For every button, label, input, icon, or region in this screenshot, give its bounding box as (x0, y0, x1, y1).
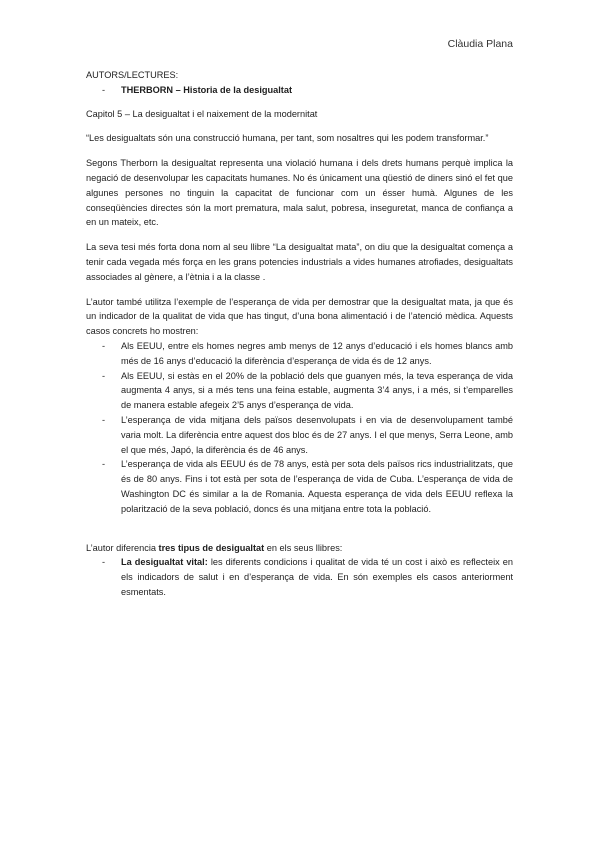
list-item (86, 555, 513, 599)
quote-paragraph: “Les desigualtats són una construcció humana, per tant, som nosaltres qui les podem transformar.” (86, 133, 489, 144)
book-list (86, 83, 513, 98)
paragraph-4-prefix: L’autor diferencia (86, 542, 159, 553)
dash-marker: - (102, 459, 106, 470)
dash-marker: - (102, 414, 106, 425)
dash-marker: - (102, 340, 106, 351)
list-item (86, 369, 513, 413)
book-item (86, 83, 513, 98)
life-expectancy-list (86, 339, 513, 517)
dash-marker: - (102, 557, 106, 568)
book-title: THERBORN – Historia de la desigualtat (121, 84, 293, 95)
list-item-text: L’esperança de vida als EEUU és de 78 anys, està per sota dels països rics industrialitzats, que és de 80 anys. Fins i tot està per sota de l’esperança de vida de Cuba. L’esperança de vida de Washington DC és similar a la de Romania. Aquesta esperança de vida dels EEUU reflexa la polarització de la seva població, doncs és una mitjana entre tota la població. (121, 459, 513, 514)
list-item-text: L’esperança de vida mitjana dels països desenvolupats i en via de desenvolupament també varia molt. La diferència entre aquest dos bloc és de 27 anys. I el que menys, Serra Leone, amb el que més, Japó, la diferència és de 46 anys. (121, 414, 513, 455)
paragraph-4-bold: tres tipus de desigualtat (158, 542, 265, 553)
author-name: Clàudia Plana (447, 38, 513, 50)
paragraph-2: La seva tesi més forta dona nom al seu llibre “La desigualtat mata”, on diu que la desigualtat comença a tenir cada vegada més força en les grans potencies industrials a vides humanes atrofiades, desigualtats associades al gènere, a l’ètnia i a la classe . (86, 242, 513, 282)
document-body (86, 68, 513, 600)
paragraph-1: Segons Therborn la desigualtat representa una violació humana i dels drets humans perquè implica la negació de desenvolupar les capacitats humanes. No és únicament una qüestió de diners sinó el fet que algunes persones no tinguin la capacitat de funcionar com un ésser humà. Algunes de les conseqüències directes són la mort prematura, mala salut, pobresa, inseguretat, manca de confiança a en un mateix, etc. (86, 158, 513, 228)
dash-marker: - (102, 370, 106, 381)
paragraph-3: L’autor també utilitza l’exemple de l’esperança de vida per demostrar que la desigualtat mata, ja que és un indicador de la qualitat de vida que has tingut, d’una bona alimentació i de l’atenció mèdica. Aquests casos concrets ho mostren: (86, 296, 513, 337)
vital-inequality-term: La desigualtat vital: (121, 557, 208, 568)
dash-marker: - (102, 84, 106, 95)
paragraph-4 (86, 541, 513, 556)
paragraph-4-suffix: en els seus llibres: (264, 542, 343, 553)
authors-heading: AUTORS/LECTURES: (86, 70, 179, 80)
list-item (86, 339, 513, 369)
list-item (86, 457, 513, 516)
list-item (86, 413, 513, 457)
list-item-text: Als EEUU, si estàs en el 20% de la població dels que guanyen més, la teva esperança de vida augmenta 4 anys, si a més tens una feina estable, augmenta 3’4 anys, i a més, si t’emparelles de manera estable afegeix 2’5 anys d’esperança de vida. (121, 370, 513, 411)
chapter-title: Capitol 5 – La desigualtat i el naixement de la modernitat (86, 108, 318, 119)
vital-inequality-text: les diferents condicions i qualitat de vida té un cost i això es reflecteix en els indicadors de salut i en d’esperança de vida. En són exemples els casos anteriorment esmentats. (121, 557, 513, 597)
list-item-text: Als EEUU, entre els homes negres amb menys de 12 anys d’educació i els homes blancs amb més de 16 anys d’educació la diferència d’esperança de vida és de 12 anys. (121, 340, 513, 366)
inequality-types-list (86, 555, 513, 599)
